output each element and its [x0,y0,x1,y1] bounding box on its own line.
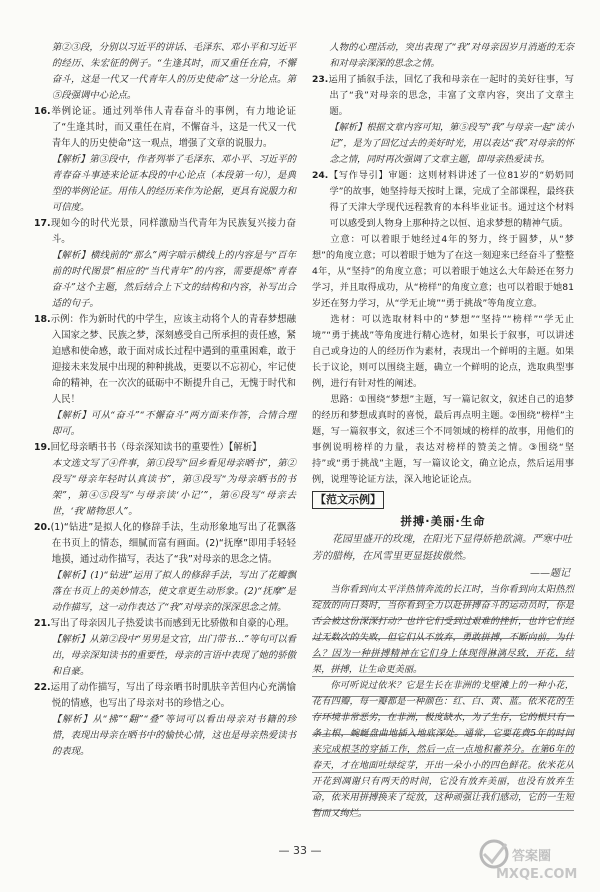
explanation-paragraph: 第②③段，分别以习近平的讲话、毛泽东、邓小平和习近平的经历、朱宏征的例子。“生逢其时，而又重任在肩，不懈奋斗，这是一代又一代青年人的历史使命”这一分论点。第⑤段强调中心论点。 [51,42,296,101]
svg-text:答案圈: 答案圈 [512,849,552,864]
page-number: — 33 — [0,844,600,857]
answer-item [312,72,574,120]
section-heading-row [312,488,574,511]
explanation-paragraph: 【解析】从“拂”“翻”“叠”等词可以看出母亲对书籍的珍惜，表现出母亲在晒书中的愉快心情，这也是母亲热爱读书的表现。 [51,714,296,757]
answer-item [34,680,296,712]
svg-text:MXQE.COM: MXQE.COM [496,867,578,882]
question-number: 17. [34,218,51,229]
answer-text: 【写作导引】审题：这则材料讲述了一位81岁的“奶奶同学”的故事，她坚持每天按时上课，完成了全部课程，最终获得了天津大学现代远程教育的本科毕业证书。通过这个材料可以感受到人物身上那种持之以恒、追求梦想的精神气质。 [328,170,574,229]
answer-text: 示例：作为新时代的中学生，应该主动将个人的青春梦想融入国家之梦、民族之梦，深刻感受自己所承担的责任感，紧迫感和使命感，敢于面对成长过程中遇到的重重困难，敢于迎接未来发展中出现的种种挑战，更要以不忘初心，牢记使命的精神，在一次次的砥砺中不断提升自己，无愧于时代和人民！ [50,314,296,405]
question-number: 20. [34,522,51,533]
essay-title: 拼搏·美丽·生命 [400,514,486,528]
explanation-paragraph: 【解析】(1)“钻进”运用了拟人的修辞手法，写出了花瓣飘落在书页上的美妙情态，使文章更生动形象。(2)“抚摩”是动作描写，这一动作表达了“我”对母亲的深深思念之情。 [51,570,296,613]
answer-item [34,216,296,248]
watermark-logo [474,836,584,884]
essay-paragraph: 当你看到向太平洋热情奔流的长江时，当你看到向太阳热烈绽放的向日葵时，当你看到全力以赴拼搏奋斗的运动员时，你是否会被这份深深打动？也许它们受到过艰难的挫折，也许它们经过无数次的失败，但它们从不放弃，勇敢拼搏，不断向前。为什么？因为一种拼搏精神在它们身上体现得淋漓尽致，开花，结果，拼搏，让生命更美丽。 [312,582,574,678]
section-heading: 【范文示例】 [312,491,384,509]
question-number: 16. [34,106,51,117]
answer-item [34,616,296,632]
question-number: 23. [312,74,329,85]
explanation-paragraph: 【解析】横线前的“那么”两字暗示横线上的内容是与“百年前的时代图景”相应的“当代青年”的内容，需要提炼“青春奋斗”这个主题，然后结合上下文的结构和内容，补写出合适的句子。 [51,250,296,309]
answer-item [34,104,296,152]
explanation-paragraph: 【解析】可从“奋斗”“不懈奋斗”两方面来作答，合情合理即可。 [51,410,296,437]
question-number: 19. [34,442,51,453]
explanation-paragraph: 【解析】根据文章内容可知，第⑤段写“我”与母亲一起“读小记”，是为了回忆过去的美好时光，用以表达“我”对母亲的怀念之情，同时再次强调了文章主题，即母亲热爱读书。 [329,122,574,165]
explanation-paragraph: 人物的心理活动，突出表现了“我”对母亲因岁月消逝的无奈和对母亲深深的思念之情。 [329,42,574,69]
explanation-paragraph: 【解析】从第②段中“男男是文官，出门带书…”等句可以看出，母亲深知读书的重要性，母亲的言语中表现了她的骄傲和自豪。 [51,634,296,677]
answer-text: 运用了插叙手法，回忆了我和母亲在一起时的美好往事，写出了“我”对母亲的思念，丰富了文章内容，突出了文章主题。 [328,74,574,117]
answer-item [34,520,296,568]
answer-item [34,312,296,408]
answer-text: (1)“钻进”是拟人化的修辞手法，生动形象地写出了花飘落在书页上的情态，细腻而富有画面。(2)“抚摩”即用手轻轻地摸，通过动作描写，表达了“我”对母亲的思念之情。 [50,522,296,565]
explanation-paragraph: 【解析】第③段中，作者列举了毛泽东、邓小平、习近平的青春奋斗事迹来论证本段的中心论点（本段第一句），是典型的举例论证。用伟人的经历来作为论据，更具有说服力和可信度。 [51,154,296,213]
answer-text: 写出了母亲因儿子热爱读书而感到无比骄傲和自豪的心理。 [50,618,295,629]
answer-text: 现如今的时代光景，同样激励当代青年为民族复兴接力奋斗。 [50,218,296,245]
question-number: 21. [34,618,51,629]
essay-paragraph: 你可听说过依米？它是生长在非洲的戈壁滩上的一种小花，花有四瓣，每一瓣都是一种颜色：红、白、黄、蓝。依米花的生存环境非常恶劣，在非洲，极度缺水，为了生存，它的根只有一条主根，蜿蜒盘曲地插入地底深处。通常，它要花费5年的时间来完成根茎的穿插工作，然后一点一点地积蓄养分。在第6年的春天，才在地面吐绿绽芽，开出一朵小小的四色鲜花。依米花从开花到凋谢只有两天的时间，它没有放弃美丽，也没有放弃生命，依米用拼搏换来了绽放，这种顽强让我们感动，它的一生短暂而又绚烂。 [312,678,574,822]
question-number: 24. [312,170,329,181]
right-column [312,40,574,822]
explanation-paragraph: 思路：①围绕“梦想”主题，写一篇记叙文，叙述自己的追梦的经历和梦想成真时的喜悦，最后再点明主题。②围绕“榜样”主题，写一篇叙事文，叙述三个不同领域的榜样的故事，用他们的事例说明榜样的力量，表达对榜样的赞美之情。③围绕“坚持”或“勇于挑战”主题，写一篇议论文，确立论点，然后运用事例，说理等论证方法，深入地论证论点。 [312,394,574,485]
explanation-paragraph: 立意：可以着眼于她经过4年的努力，终于圆梦，从“梦想”的角度立意；可以着眼于她为了在这一刻迎来已经奋斗了整整4年，从“坚持”的角度立意；可以着眼于她这么大年龄还在努力学习，并且取得成功，从“榜样”的角度立意；也可以着眼于她81岁还在努力学习，从“学无止境”“勇于挑战”等角度立意。 [312,234,575,309]
epigraph-credit: ——题记 [530,568,570,579]
answer-item [312,168,574,232]
question-number: 22. [34,682,51,693]
question-number: 18. [34,314,51,325]
explanation-paragraph: 本文选文写了④件事，第①段写“回乡看见母亲晒书”，第②段写“母亲年轻时认真读书”，第③段写“为母亲晒书的书架”，第④⑤段写“与母亲读‘小记’”，第⑥段写“母亲去世，‘我’睹物思人”。 [51,458,296,517]
left-column [34,40,296,760]
answer-text: 举例论证。通过列举伟人青春奋斗的事例，有力地论证了“生逢其时，而又重任在肩，不懈奋斗，这是一代又一代青年人的历史使命”这一观点，增强了文章的说服力。 [50,106,296,149]
answer-text: 运用了动作描写，写出了母亲晒书时肌肤辛苦但内心充满愉悦的情感，也写出了母亲对书的珍惜之心。 [50,682,296,709]
answer-text: 回忆母亲晒书书（母亲深知读书的重要性）【解析】 [50,442,262,453]
answer-item [34,440,296,456]
explanation-paragraph: 选材：可以选取材料中的“梦想”“坚持”“榜样”“学无止境”“勇于挑战”等角度进行精心选材，如果长于叙事，可以讲述自己或身边的人的经历作为素材，表现出一个鲜明的主题。如果长于议论，则可以围绕主题，确立一个鲜明的论点，选取典型事例，进行有针对性的阐述。 [312,314,574,389]
epigraph: 花园里盛开的玫瑰，在阳光下显得娇艳欲滴。严寒中吐芳的腊梅，在风雪里更显挺拔傲然。 [312,534,572,562]
